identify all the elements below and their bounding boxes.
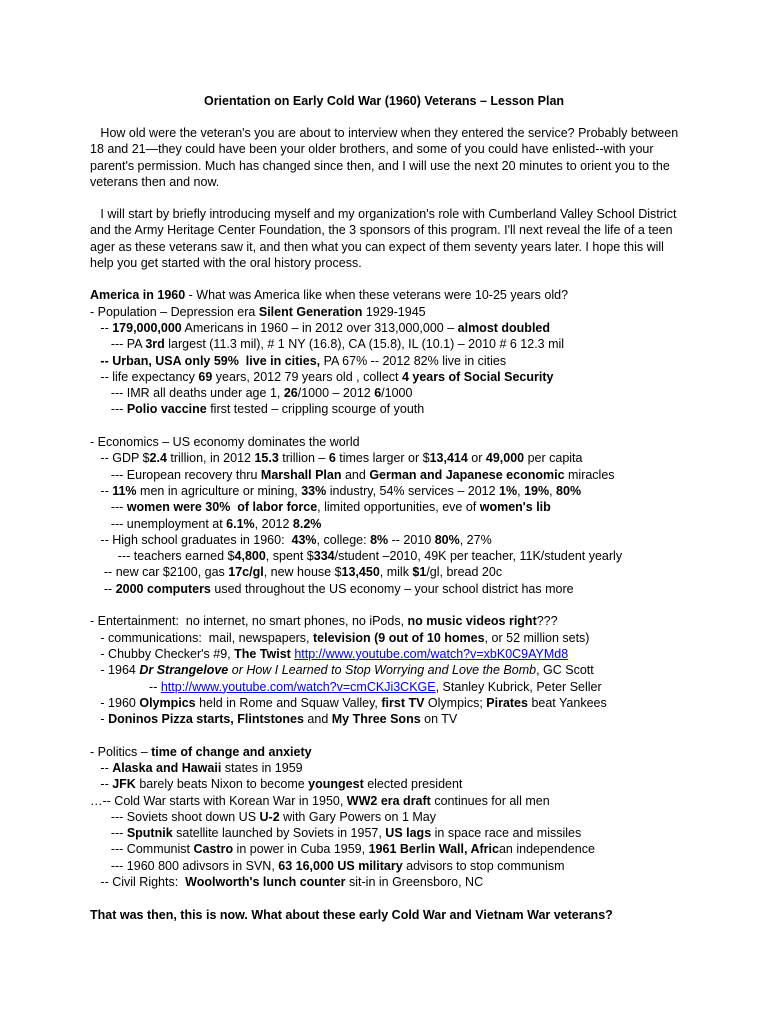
text-segment: , limited opportunities, eve of xyxy=(317,500,480,515)
text-segment: -- xyxy=(90,320,113,335)
outline-line xyxy=(90,776,768,792)
text-segment: - Chubby Checker's #9, xyxy=(90,646,235,661)
text-segment: men in agriculture or mining, xyxy=(136,483,302,498)
bold-text: JFK xyxy=(112,777,136,792)
bold-text: 2000 computers xyxy=(115,581,211,596)
text-segment: --- PA xyxy=(90,337,146,352)
bold-text: The Twist xyxy=(234,646,291,661)
bold-text: 13,450 xyxy=(341,565,380,580)
text-segment: - Politics – xyxy=(90,744,152,759)
bold-text: 80% xyxy=(434,532,460,547)
text-segment: --- xyxy=(90,500,127,515)
bold-text: My Three Sons xyxy=(331,712,421,727)
outline-line xyxy=(90,483,768,499)
text-segment: /1000 – 2012 xyxy=(297,386,375,401)
section-gap xyxy=(90,890,768,906)
bold-text: 1% xyxy=(499,483,518,498)
bold-text: 6 xyxy=(328,451,336,466)
text-segment: states in 1959 xyxy=(221,760,303,775)
bold-text: 2.4 xyxy=(149,451,167,466)
bold-text: 33% xyxy=(301,483,327,498)
outline-line xyxy=(90,760,768,776)
text-segment: --- teachers earned $ xyxy=(90,549,235,564)
text-segment: /student –2010, 49K per teacher, 11K/student yearly xyxy=(334,549,623,564)
text-segment: -- 2010 xyxy=(388,532,435,547)
outline-section xyxy=(90,613,768,743)
text-segment: in space race and missiles xyxy=(431,826,582,841)
bold-text: Castro xyxy=(193,842,234,857)
outline-line xyxy=(90,385,768,401)
text-segment: , Stanley Kubrick, Peter Seller xyxy=(435,679,602,694)
bold-text: US lags xyxy=(385,826,432,841)
bold-text: 3rd xyxy=(145,337,165,352)
text-segment: Olympics; xyxy=(424,695,487,710)
bold-text: 69 xyxy=(198,369,213,384)
outline-line xyxy=(90,679,768,695)
bold-text: women were 30% of labor force xyxy=(126,500,318,515)
outline-line xyxy=(90,320,768,336)
outline-section xyxy=(90,744,768,907)
text-segment: in power in Cuba 1959, xyxy=(233,842,369,857)
video-link[interactable]: http://www.youtube.com/watch?v=xbK0C9AYMd8 xyxy=(294,646,569,661)
text-segment: -- life expectancy xyxy=(90,369,199,384)
bold-text: 8% xyxy=(370,532,389,547)
intro-paragraph-2 xyxy=(90,206,690,271)
text-segment: -- GDP $ xyxy=(90,451,150,466)
outline-line xyxy=(90,434,768,450)
section-gap xyxy=(90,727,768,743)
text-segment: -- xyxy=(90,777,113,792)
bold-text: first TV xyxy=(381,695,425,710)
outline-line xyxy=(90,581,768,597)
outline-section xyxy=(90,287,768,434)
bold-text: 11% xyxy=(112,483,137,498)
video-link[interactable]: http://www.youtube.com/watch?v=cmCKJi3CKGE xyxy=(160,679,436,694)
text-segment: trillion – xyxy=(278,451,329,466)
text-segment: barely beats Nixon to become xyxy=(135,777,309,792)
text-segment: , or 52 million sets) xyxy=(484,630,590,645)
bold-text: 43% xyxy=(291,532,317,547)
outline-line xyxy=(90,450,768,466)
section-gap xyxy=(90,418,768,434)
text-segment: , college: xyxy=(316,532,371,547)
intro-paragraph-1-text: How old were the veteran's you are about to interview when they entered the service? Probably between 18 and 21—they could have been your older brothers, and some of you could have enlisted--with your parent's permission. Much has changed since then, and I will use the next 20 minutes to orient you to the veterans then and now. xyxy=(90,126,679,189)
outline-line xyxy=(90,516,768,532)
bold-text: German and Japanese economic xyxy=(369,467,565,482)
outline-line xyxy=(90,369,768,385)
text-segment: times larger or $ xyxy=(335,451,430,466)
outline-line xyxy=(90,564,768,580)
outline-line xyxy=(90,825,768,841)
bold-text: 4 years of Social Security xyxy=(401,369,554,384)
bold-text: 6 xyxy=(374,386,382,401)
bold-text: 49,000 xyxy=(485,451,525,466)
closing-question: That was then, this is now. What about these early Cold War and Vietnam War veterans? xyxy=(90,907,613,922)
bold-text: youngest xyxy=(308,777,364,792)
text-segment: 1929-1945 xyxy=(362,304,426,319)
outline-line xyxy=(90,858,768,874)
bold-text: America in 1960 xyxy=(90,288,186,303)
outline-line xyxy=(90,809,768,825)
bold-text: Olympics xyxy=(139,695,196,710)
bold-text: 26 xyxy=(283,386,298,401)
outline-line xyxy=(90,744,768,760)
bold-text: 15.3 xyxy=(254,451,279,466)
text-segment: --- 1960 800 adivsors in SVN, xyxy=(90,858,279,873)
bold-text: television (9 out of 10 homes xyxy=(313,630,485,645)
bold-text: 4,800 xyxy=(234,549,266,564)
outline-line xyxy=(90,499,768,515)
text-segment: used throughout the US economy – your school district has more xyxy=(210,581,574,596)
text-segment: first tested – crippling scourge of youth xyxy=(206,402,425,417)
bold-text: time of change and anxiety xyxy=(151,744,312,759)
outline-section xyxy=(90,434,768,613)
outline-line xyxy=(90,532,768,548)
bold-text: 179,000,000 xyxy=(112,320,182,335)
text-segment: Americans in 1960 – in 2012 over 313,000,000 – xyxy=(181,320,458,335)
text-segment: --- xyxy=(90,826,127,841)
text-segment: , milk xyxy=(379,565,413,580)
text-segment: sit-in in Greensboro, NC xyxy=(345,875,484,890)
text-segment: , xyxy=(549,483,557,498)
text-segment: ??? xyxy=(536,614,558,629)
bold-text: U-2 xyxy=(259,809,280,824)
bold-text: no music videos right xyxy=(407,614,537,629)
text-segment: and xyxy=(303,712,332,727)
text-segment: largest (11.3 mil), # 1 NY (16.8), CA (15.8), IL (10.1) – 2010 # 6 12.3 mil xyxy=(164,337,565,352)
text-segment: - Population – Depression era xyxy=(90,304,259,319)
text-segment: --- unemployment at xyxy=(90,516,227,531)
bold-text: 334 xyxy=(313,549,335,564)
text-segment: held in Rome and Squaw Valley, xyxy=(195,695,382,710)
text-segment: - 1964 xyxy=(90,663,140,678)
text-segment: satellite launched by Soviets in 1957, xyxy=(172,826,386,841)
text-segment: , xyxy=(517,483,525,498)
outline-line xyxy=(90,353,768,369)
outline-line xyxy=(90,336,768,352)
text-segment: per capita xyxy=(524,451,583,466)
text-segment: continues for all men xyxy=(430,793,550,808)
text-segment: /1000 xyxy=(381,386,413,401)
text-segment: -- xyxy=(90,483,113,498)
text-segment: -- xyxy=(90,679,161,694)
bold-text: WW2 era draft xyxy=(346,793,431,808)
text-segment: - 1960 xyxy=(90,695,140,710)
text-segment: -- new car $2100, gas xyxy=(90,565,229,580)
bold-text: 17c/gl xyxy=(228,565,264,580)
text-segment: , 27% xyxy=(459,532,492,547)
text-segment: PA 67% -- 2012 82% live in cities xyxy=(320,353,507,368)
text-segment: elected president xyxy=(363,777,463,792)
bold-text: almost doubled xyxy=(457,320,551,335)
text-segment: -- xyxy=(90,581,116,596)
lesson-plan-title: Orientation on Early Cold War (1960) Veterans – Lesson Plan xyxy=(203,94,565,108)
text-segment: years, 2012 79 years old , collect xyxy=(212,369,402,384)
outline-line xyxy=(90,401,768,417)
bold-text: Silent Generation xyxy=(258,304,363,319)
text-segment: , spent $ xyxy=(265,549,314,564)
outline-line xyxy=(90,613,768,629)
outline-line xyxy=(90,793,768,809)
bold-text: $1 xyxy=(412,565,427,580)
text-segment: - Entertainment: no internet, no smart phones, no iPods, xyxy=(90,614,408,629)
text-segment: -- High school graduates in 1960: xyxy=(90,532,292,547)
text-segment: , new house $ xyxy=(263,565,342,580)
outline-sections xyxy=(90,287,768,906)
text-segment: with Gary Powers on 1 May xyxy=(279,809,436,824)
text-segment: or xyxy=(467,451,486,466)
outline-line xyxy=(90,841,768,857)
text-segment: advisors to stop communism xyxy=(402,858,565,873)
bold-text: 1961 Berlin Wall, Afric xyxy=(368,842,499,857)
text-segment: miracles xyxy=(564,467,615,482)
text-segment: , GC Scott xyxy=(536,663,594,678)
bold-text: 13,414 xyxy=(429,451,468,466)
bold-text: Woolworth's lunch counter xyxy=(185,875,346,890)
text-segment: on TV xyxy=(420,712,458,727)
outline-line xyxy=(90,287,768,303)
bold-text: 6.1% xyxy=(226,516,255,531)
text-segment: and xyxy=(341,467,370,482)
intro-paragraph-2-text: I will start by briefly introducing myself and my organization's role with Cumberland Valley School District and the Army Heritage Center Foundation, the 3 sponsors of this program. I'll next reveal the life of a teen ager as these veterans saw it, and then what you can expect of them seventy years later. I hope this will help you get started with the oral history process. xyxy=(90,207,677,271)
intro-paragraph-1 xyxy=(90,125,690,190)
text-segment: --- IMR all deaths under age 1, xyxy=(90,386,284,401)
outline-line xyxy=(90,304,768,320)
text-segment: - communications: mail, newspapers, xyxy=(90,630,313,645)
bold-text: Doninos Pizza starts, Flintstones xyxy=(108,712,304,727)
text-segment: --- Communist xyxy=(90,842,194,857)
text-segment: --- xyxy=(90,402,127,417)
outline-line xyxy=(90,646,768,662)
bold-text: Dr Strangelove xyxy=(139,663,229,678)
text-segment: --- Soviets shoot down US xyxy=(90,809,260,824)
bold-text: 19% xyxy=(524,483,550,498)
text-segment: - xyxy=(90,712,109,727)
bold-text: 8.2% xyxy=(292,516,322,531)
bold-text: Pirates xyxy=(486,695,528,710)
text-segment: -- Civil Rights: xyxy=(90,875,186,890)
outline-line xyxy=(90,662,768,678)
text-segment: - What was America like when these veterans were 10-25 years old? xyxy=(185,288,569,303)
text-segment: -- xyxy=(90,760,113,775)
text-segment: /gl, bread 20c xyxy=(426,565,503,580)
outline-line xyxy=(90,711,768,727)
text-segment: trillion, in 2012 xyxy=(166,451,255,466)
outline-line xyxy=(90,467,768,483)
bold-text: Marshall Plan xyxy=(260,467,342,482)
section-gap xyxy=(90,597,768,613)
bold-text: Sputnik xyxy=(126,826,173,841)
bold-text: 80% xyxy=(556,483,582,498)
text-segment: industry, 54% services – 2012 xyxy=(326,483,500,498)
text-segment: - Economics – US economy dominates the world xyxy=(90,435,360,450)
bold-text: 63 16,000 US military xyxy=(278,858,403,873)
text-segment: , 2012 xyxy=(254,516,293,531)
bold-text: women's lib xyxy=(479,500,551,515)
outline-line xyxy=(90,874,768,890)
text-segment: --- European recovery thru xyxy=(90,467,261,482)
text-segment: an independence xyxy=(498,842,595,857)
text-segment: …-- Cold War starts with Korean War in 1950, xyxy=(90,793,347,808)
text-segment: or How I Learned to Stop Worrying and Love the Bomb xyxy=(228,663,537,678)
outline-line xyxy=(90,630,768,646)
bold-text: -- Urban, USA only 59% live in cities, xyxy=(90,353,321,368)
text-segment: beat Yankees xyxy=(527,695,607,710)
outline-line xyxy=(90,695,768,711)
bold-text: Polio vaccine xyxy=(126,402,207,417)
bold-text: Alaska and Hawaii xyxy=(112,760,222,775)
outline-line xyxy=(90,548,768,564)
